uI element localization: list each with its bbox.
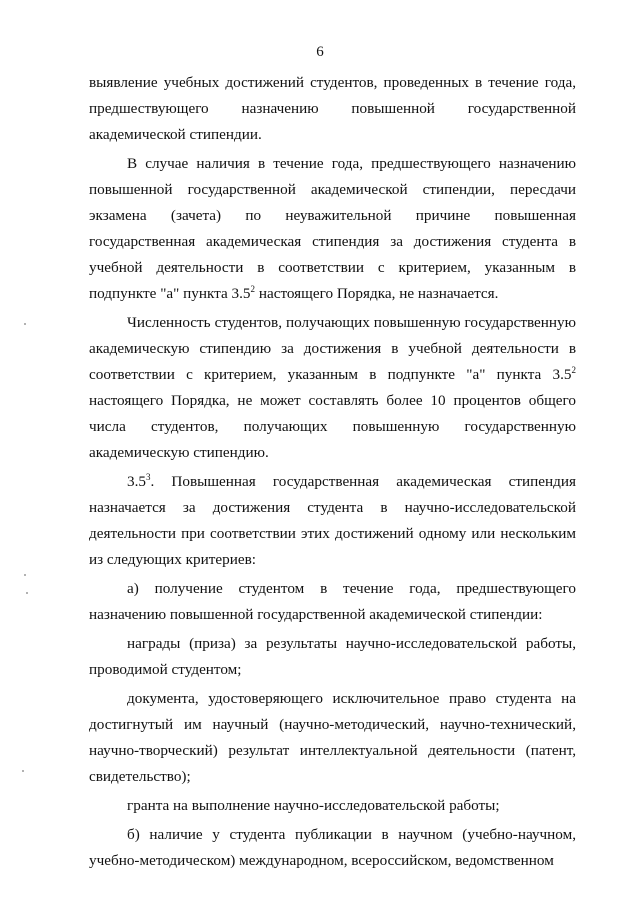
paragraph xyxy=(89,70,576,148)
paragraph-text: 3.5 xyxy=(127,473,146,490)
paragraph xyxy=(89,631,576,683)
paragraph xyxy=(89,822,576,874)
paragraph xyxy=(89,576,576,628)
paragraph-text: награды (приза) за результаты научно-исследовательской работы, проводимой студентом; xyxy=(89,635,576,678)
superscript: 2 xyxy=(250,284,256,294)
scan-mark xyxy=(26,592,28,594)
scan-mark xyxy=(22,770,24,772)
superscript: 2 xyxy=(571,365,576,375)
document-body xyxy=(89,70,576,874)
paragraph-text: гранта на выполнение научно-исследовательской работы; xyxy=(127,797,500,814)
page-number: 6 xyxy=(316,44,324,60)
paragraph xyxy=(89,793,576,819)
paragraph xyxy=(89,310,576,466)
scan-mark xyxy=(24,323,26,325)
paragraph xyxy=(89,151,576,307)
paragraph-text: В случае наличия в течение года, предшествующего назначению повышенной государственной академической стипендии, пересдачи экзамена (зачета) по неуважительной причине повышенная государственная академическая стипендия за достижения студента в учебной деятельности в соответствии с критерием, указанным в подпункте "а" пункта 3.5 xyxy=(89,155,576,302)
paragraph xyxy=(89,469,576,573)
paragraph-text: а) получение студентом в течение года, предшествующего назначению повышенной государственной академической стипендии: xyxy=(89,580,576,623)
scan-mark xyxy=(24,574,26,576)
paragraph-text: Численность студентов, получающих повышенную государственную академическую стипендию за достижения в учебной деятельности в соответствии с критерием, указанным в подпункте "а" пункта 3.5 xyxy=(89,314,576,383)
paragraph-text: б) наличие у студента публикации в научном (учебно-научном, учебно-методическом) международном, всероссийском, ведомственном xyxy=(89,826,576,869)
paragraph xyxy=(89,686,576,790)
paragraph-text: выявление учебных достижений студентов, проведенных в течение года, предшествующего назначению повышенной государственной академической стипендии. xyxy=(89,74,576,143)
superscript: 3 xyxy=(145,472,151,482)
paragraph-text: . Повышенная государственная академическая стипендия назначается за достижения студента в научно-исследовательской деятельности при соответствии этих достижений одному или нескольким из следующих критериев: xyxy=(89,473,576,568)
paragraph-text: настоящего Порядка, не назначается. xyxy=(255,285,499,302)
paragraph-text: документа, удостоверяющего исключительное право студента на достигнутый им научный (научно-методический, научно-технический, научно-творческий) результат интеллектуальной деятельности (патент, свидетельство); xyxy=(89,690,576,785)
paragraph-text: настоящего Порядка, не может составлять более 10 процентов общего числа студентов, получающих повышенную государственную академическую стипендию. xyxy=(89,392,576,461)
